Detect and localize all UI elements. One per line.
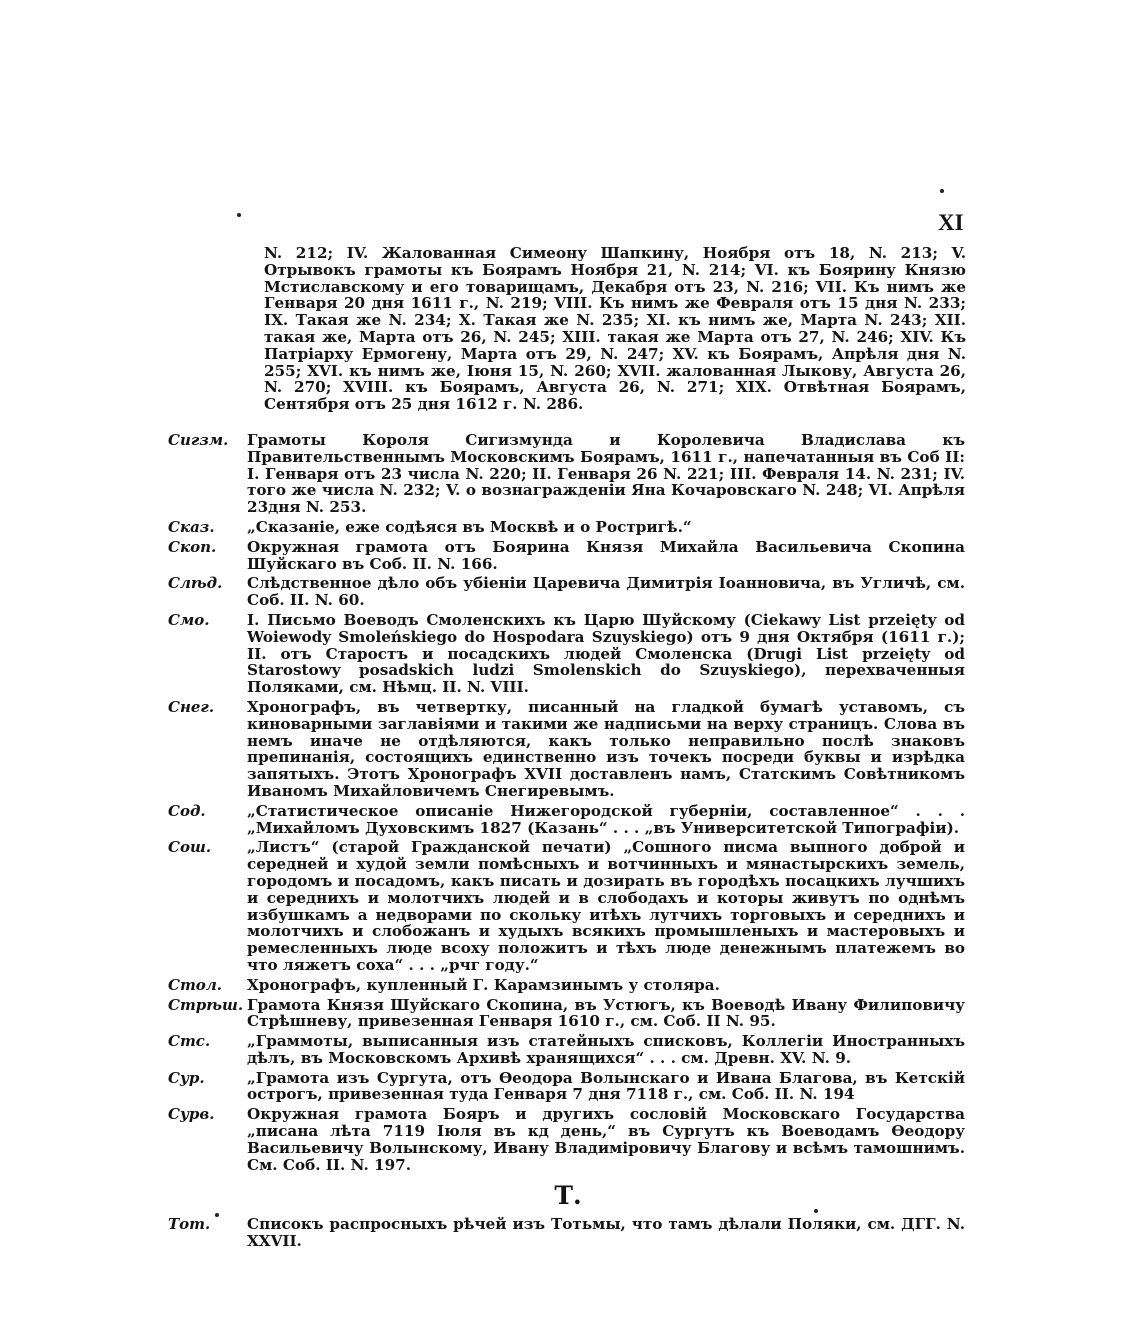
list-item: [168, 699, 968, 800]
section-heading: Т.: [554, 1181, 582, 1211]
entry-abbreviation: Сош.: [168, 838, 212, 857]
entry-description: „Сказаніе, еже содѣяся въ Москвѣ и о Ростригѣ.“: [247, 517, 692, 536]
list-item: [168, 432, 968, 516]
list-item: [168, 803, 968, 837]
entry-abbreviation: Стрѣш.: [168, 995, 244, 1014]
list-item: [168, 1033, 968, 1067]
continued-entry-text: N. 212; IV. Жалованная Симеону Шапкину, Ноября отъ 18, N. 213; V. Отрывокъ грамоты къ Боярамъ Ноября 21, N. 214; VI. къ Боярину Князю Мстиславскому и его товарищамъ, Декабря отъ 23, N. 216; VII. Къ нимъ же Генваря 20 дня 1611 г., N. 219; VIII. Къ нимъ же Февраля отъ 15 дня N. 233; IX. Такая же N. 234; X. Такая же N. 235; XI. къ нимъ же, Марта N. 243; XII. такая же, Марта отъ 26, N. 245; XIII. такая же Марта отъ 27, N. 246; XIV. Къ Патріарху Ермогену, Марта отъ 29, N. 247; XV. къ Боярамъ, Апрѣля дня N. 255; XVI. къ нимъ же, Іюня 15, N. 260; XVII. жалованная Лыкову, Августа 26, N. 270; XVIII. къ Боярамъ, Августа 26, N. 271; XIX. Отвѣтная Боярамъ, Сентября отъ 25 дня 1612 г. N. 286.: [264, 244, 966, 414]
entry-abbreviation: Слѣд.: [168, 574, 223, 593]
list-item: [168, 977, 968, 994]
entry-description: I. Письмо Воеводъ Смоленскихъ къ Царю Шуйскому (Ciekawy List przeięty od Woiewody Smoleńskiego do Hospodara Szuyskiego) отъ 9 дня Октября (1611 г.); II. отъ Старостъ и посадскихъ людей Смоленска (Drugi List przeięty od Starostowy posadskich ludzi Smolenskich do Szuyskiego), перехваченныя Поляками, см. Нѣмц. II. N. VIII.: [247, 610, 965, 697]
list-item: [168, 1106, 968, 1173]
abbreviation-list: [168, 432, 968, 1253]
entry-description: Грамота Князя Шуйскаго Скопина, въ Устюгъ, къ Воеводѣ Ивану Филиповичу Стрѣшневу, привезенная Генваря 1610 г., см. Соб. II N. 95.: [247, 995, 965, 1031]
entry-description: Хронографъ, купленный Г. Карамзинымъ у столяра.: [247, 975, 720, 994]
print-speck: [237, 213, 241, 217]
entry-description: Окружная грамота Бояръ и другихъ сословій Московскаго Государства „писана лѣта 7119 Іюля въ кд день,“ въ Сургутъ къ Воеводамъ Ѳеодору Васильевичу Волынскому, Ивану Владиміровичу Благову и всѣмъ тамошнимъ. См. Соб. II. N. 197.: [247, 1105, 965, 1174]
list-item: [168, 839, 968, 973]
entry-abbreviation: Сигзм.: [168, 431, 229, 449]
entry-description: Списокъ распросныхъ рѣчей изъ Тотьмы, что тамъ дѣлали Поляки, см. ДГГ. N. XXVII.: [247, 1215, 965, 1251]
list-item: [168, 997, 968, 1031]
entry-abbreviation: Стол.: [168, 975, 223, 994]
entry-abbreviation: Скоп.: [168, 537, 217, 556]
entry-abbreviation: Тот.: [168, 1215, 211, 1234]
entry-description: „Статистическое описаніе Нижегородской губерніи, составленное“ . . . „Михайломъ Духовскимъ 1827 (Казань“ . . . „въ Университетской Типографіи).: [247, 801, 965, 837]
entry-abbreviation: Стс.: [168, 1032, 211, 1051]
entry-abbreviation: Сод.: [168, 801, 206, 820]
entry-abbreviation: Сур.: [168, 1068, 205, 1087]
entry-description: „Граммоты, выписанныя изъ статейныхъ списковъ, Коллегіи Иностранныхъ дѣлъ, въ Московскомъ Архивѣ хранящихся“ . . . см. Древн. XV. N. 9.: [247, 1032, 965, 1067]
list-item: [168, 575, 968, 609]
page-number: XI: [938, 210, 964, 235]
list-item: [168, 519, 968, 536]
entry-abbreviation: Смо.: [168, 610, 210, 629]
print-speck: [940, 189, 944, 193]
list-item: [168, 1070, 968, 1104]
entry-abbreviation: Сурв.: [168, 1105, 215, 1124]
entry-description: Окружная грамота отъ Боярина Князя Михайла Васильевича Скопина Шуйскаго въ Соб. II. N. 166.: [247, 537, 965, 573]
entry-description: „Грамота изъ Сургута, отъ Ѳеодора Волынскаго и Ивана Благова, въ Кетскій острогъ, привезенная туда Генваря 7 дня 7118 г., см. Соб. II. N. 194: [247, 1068, 965, 1104]
entry-description: Грамоты Короля Сигизмунда и Королевича Владислава къ Правительственнымъ Московскимъ Боярамъ, 1611 г., напечатанныя въ Соб II: I. Генваря отъ 23 числа N. 220; II. Генваря 26 N. 221; III. Февраля 14. N. 231; IV. того же числа N. 232; V. о вознагражденіи Яна Кочаровскаго N. 248; VI. Апрѣля 23дня N. 253.: [247, 431, 965, 517]
entry-abbreviation: Сказ.: [168, 517, 215, 536]
entry-description: Хронографъ, въ четвертку, писанный на гладкой бумагѣ уставомъ, съ киноварными заглавіями и такими же надписьми на верху страницъ. Слова въ немъ иначе не отдѣляются, какъ только неправильно послѣ знаковъ препинанія, состоящихъ единственно изъ точекъ посреди буквы и изрѣдка запятыхъ. Этотъ Хронографъ XVII доставленъ намъ, Статскимъ Совѣтникомъ Иваномъ Михайловичемъ Снегиревымъ.: [247, 697, 965, 800]
list-item: [168, 1216, 968, 1250]
list-item: [168, 612, 968, 696]
entry-description: Слѣдственное дѣло объ убіеніи Царевича Димитрія Іоанновича, въ Угличѣ, см. Соб. II. N. 60.: [247, 574, 965, 610]
list-item: [168, 539, 968, 573]
entry-description: „Листъ“ (старой Гражданской печати) „Сошного писма выпного доброй и середней и худой земли помѣсныхъ и вотчинныхъ и мянастырскихъ земель, городомъ и посадомъ, какъ писать и дозирать въ городѣхъ посацкихъ лучшихъ и середнихъ и молотчихъ людей и в слободахъ и которы живутъ по однѣмъ избушкамъ а недворами по скольку итѣхъ лутчихъ торговыхъ и середнихъ и молотчихъ и слобожанъ и худыхъ всякихъ промышленыхъ и мастеровыхъ и ремесленныхъ люде всоху положитъ и тѣхъ люде денежнымъ платежемъ во что ляжетъ соха“ . . . „рчг году.“: [247, 838, 965, 974]
entry-abbreviation: Снег.: [168, 697, 215, 716]
